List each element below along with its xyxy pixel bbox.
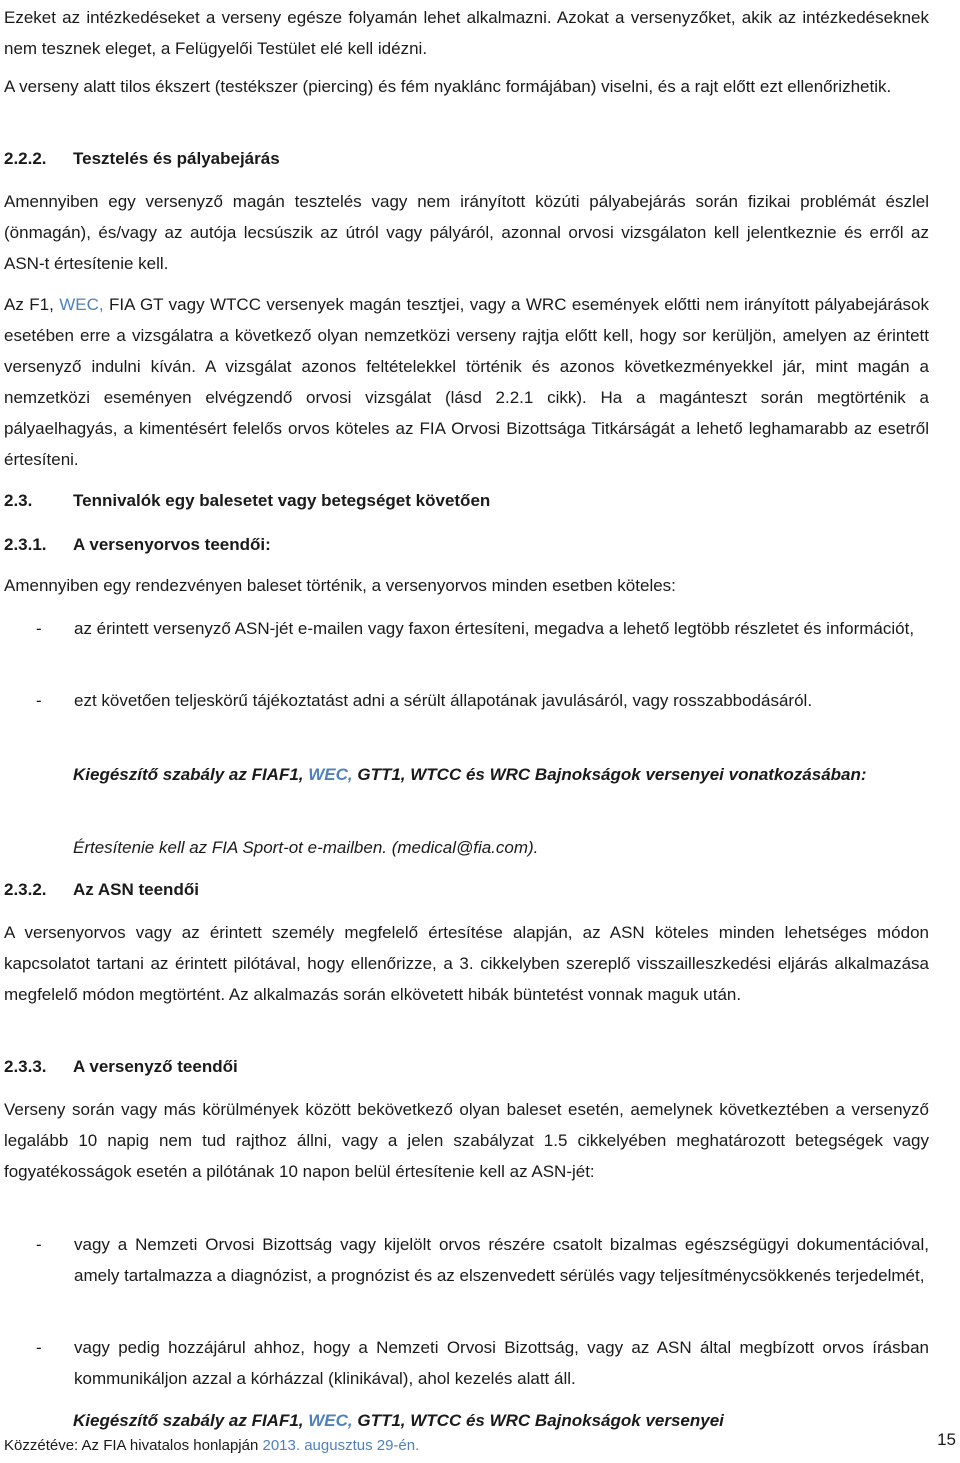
paragraph-text: Ezeket az intézkedéseket a verseny egésze folyamán lehet alkalmazni. Azokat a versenyzőket, akik az intézkedéseknek nem tesznek eleget, a Felügyelői Testület elé kell idézni. [4, 8, 929, 58]
supplementary-rule-text: Kiegészítő szabály az FIAF1, WEC, GTT1, WTCC és WRC Bajnokságok versenyei [73, 1411, 724, 1430]
list-item [4, 1229, 929, 1291]
list-dash: - [36, 619, 42, 638]
section-heading-2-3-1 [4, 529, 271, 560]
section-number: 2.3. [4, 491, 33, 510]
list-item [4, 1332, 929, 1394]
section-heading-2-3-3 [4, 1051, 238, 1082]
section-title: A versenyző teendői [73, 1057, 238, 1076]
paragraph-text: A versenyorvos vagy az érintett személy megfelelő értesítése alapján, az ASN köteles minden lehetséges módon kapcsolatot tartani az érintett pilótával, hogy ellenőrizze, a 3. cikkelyben szereplő visszailleszkedési eljárás alkalmazása megfelelő módon megtörtént. Az alkalmazás során elkövetett hibák büntetést vonnak maguk után. [4, 923, 929, 1004]
supplementary-rule [4, 1405, 929, 1436]
list-dash: - [36, 1235, 42, 1254]
list-item-text: vagy a Nemzeti Orvosi Bizottság vagy kijelölt orvos részére csatolt bizalmas egészségügyi dokumentációval, amely tartalmazza a diagnózist, a prognózist és az elszenvedett sérülés vagy teljesítménycsökkenés terjedelmét, [74, 1235, 929, 1285]
wec-highlight: WEC, [59, 295, 104, 314]
section-number: 2.3.1. [4, 535, 47, 554]
footer-text: Közzétéve: Az FIA hivatalos honlapján [4, 1437, 263, 1454]
section-number: 2.2.2. [4, 149, 47, 168]
paragraph-text: A verseny alatt tilos ékszert (testékszer (piercing) és fém nyaklánc formájában) viselni, és a rajt előtt ezt ellenőrizhetik. [4, 77, 892, 96]
paragraph [4, 570, 929, 601]
paragraph [4, 289, 929, 475]
section-heading-2-3-2 [4, 874, 199, 905]
section-number: 2.3.2. [4, 880, 47, 899]
list-dash: - [36, 691, 42, 710]
section-heading-2-3 [4, 485, 490, 516]
paragraph-text: Az F1, WEC, FIA GT vagy WTCC versenyek magán tesztjei, vagy a WRC események előtti nem irányított pályabejárások esetében erre a vizsgálatra a következő olyan nemzetközi verseny rajtja előtt kell, hogy sor kerüljön, amelyen az érintett versenyző indulni kíván. A vizsgálat azonos feltételekkel történik és azonos következményekkel jár, mint magán a nemzetközi eseményen elvégzendő orvosi vizsgálat (lásd 2.2.1 cikk). Ha a magánteszt során megtörténik a pályaelhagyás, a kimentésért felelős orvos köteles az FIA Orvosi Bizottsága Titkárságát a lehető leghamarabb az esetről értesíteni. [4, 295, 929, 469]
paragraph [4, 71, 929, 102]
page-number: 15 [937, 1430, 956, 1449]
list-item-text: az érintett versenyző ASN-jét e-mailen vagy faxon értesíteni, megadva a lehető legtöbb részletet és információt, [74, 619, 915, 638]
paragraph [4, 917, 929, 1010]
paragraph-text: Verseny során vagy más körülmények között bekövetkező olyan baleset esetén, aemelynek következtében a versenyző legalább 10 napig nem tud rajthoz állni, vagy a jelen szabályzat 1.5 cikkelyében meghatározott betegségek vagy fogyatékosságok esetén a pilótának 10 napon belül értesítenie kell az ASN-jét: [4, 1100, 929, 1181]
notice [4, 832, 929, 863]
list-dash: - [36, 1338, 42, 1357]
section-heading-2-2-2 [4, 143, 280, 174]
paragraph [4, 2, 929, 64]
list-item [4, 685, 929, 716]
section-title: Tesztelés és pályabejárás [73, 149, 280, 168]
section-number: 2.3.3. [4, 1057, 47, 1076]
footer-date: 2013. augusztus 29-én. [262, 1437, 420, 1454]
supplementary-rule-text: Kiegészítő szabály az FIAF1, WEC, GTT1, WTCC és WRC Bajnokságok versenyei vonatkozásában: [73, 765, 867, 784]
paragraph-text: Amennyiben egy rendezvényen baleset történik, a versenyorvos minden esetben köteles: [4, 576, 676, 595]
section-title: Az ASN teendői [73, 880, 199, 899]
section-title: A versenyorvos teendői: [73, 535, 271, 554]
list-item-text: vagy pedig hozzájárul ahhoz, hogy a Nemzeti Orvosi Bizottság, vagy az ASN által megbízott orvos írásban kommunikáljon azzal a kórházzal (klinikával), ahol kezelés alatt áll. [74, 1338, 929, 1388]
paragraph [4, 186, 929, 279]
wec-highlight: WEC, [308, 1411, 353, 1430]
wec-highlight: WEC, [308, 765, 353, 784]
supplementary-rule [4, 759, 929, 790]
page-footer [4, 1430, 956, 1456]
list-item-text: ezt követően teljeskörű tájékoztatást adni a sérült állapotának javulásáról, vagy rosszabbodásáról. [74, 691, 813, 710]
list-item [4, 613, 929, 644]
paragraph-text: Amennyiben egy versenyző magán tesztelés vagy nem irányított közúti pályabejárás során fizikai problémát észlel (önmagán), és/vagy az autója lecsúszik az útról vagy pályáról, azonnal orvosi vizsgálaton kell jelentkeznie és erről az ASN-t értesítenie kell. [4, 192, 929, 273]
section-title: Tennivalók egy balesetet vagy betegséget követően [73, 491, 491, 510]
paragraph [4, 1094, 929, 1187]
notice-text: Értesítenie kell az FIA Sport-ot e-mailben. (medical@fia.com). [73, 838, 539, 857]
